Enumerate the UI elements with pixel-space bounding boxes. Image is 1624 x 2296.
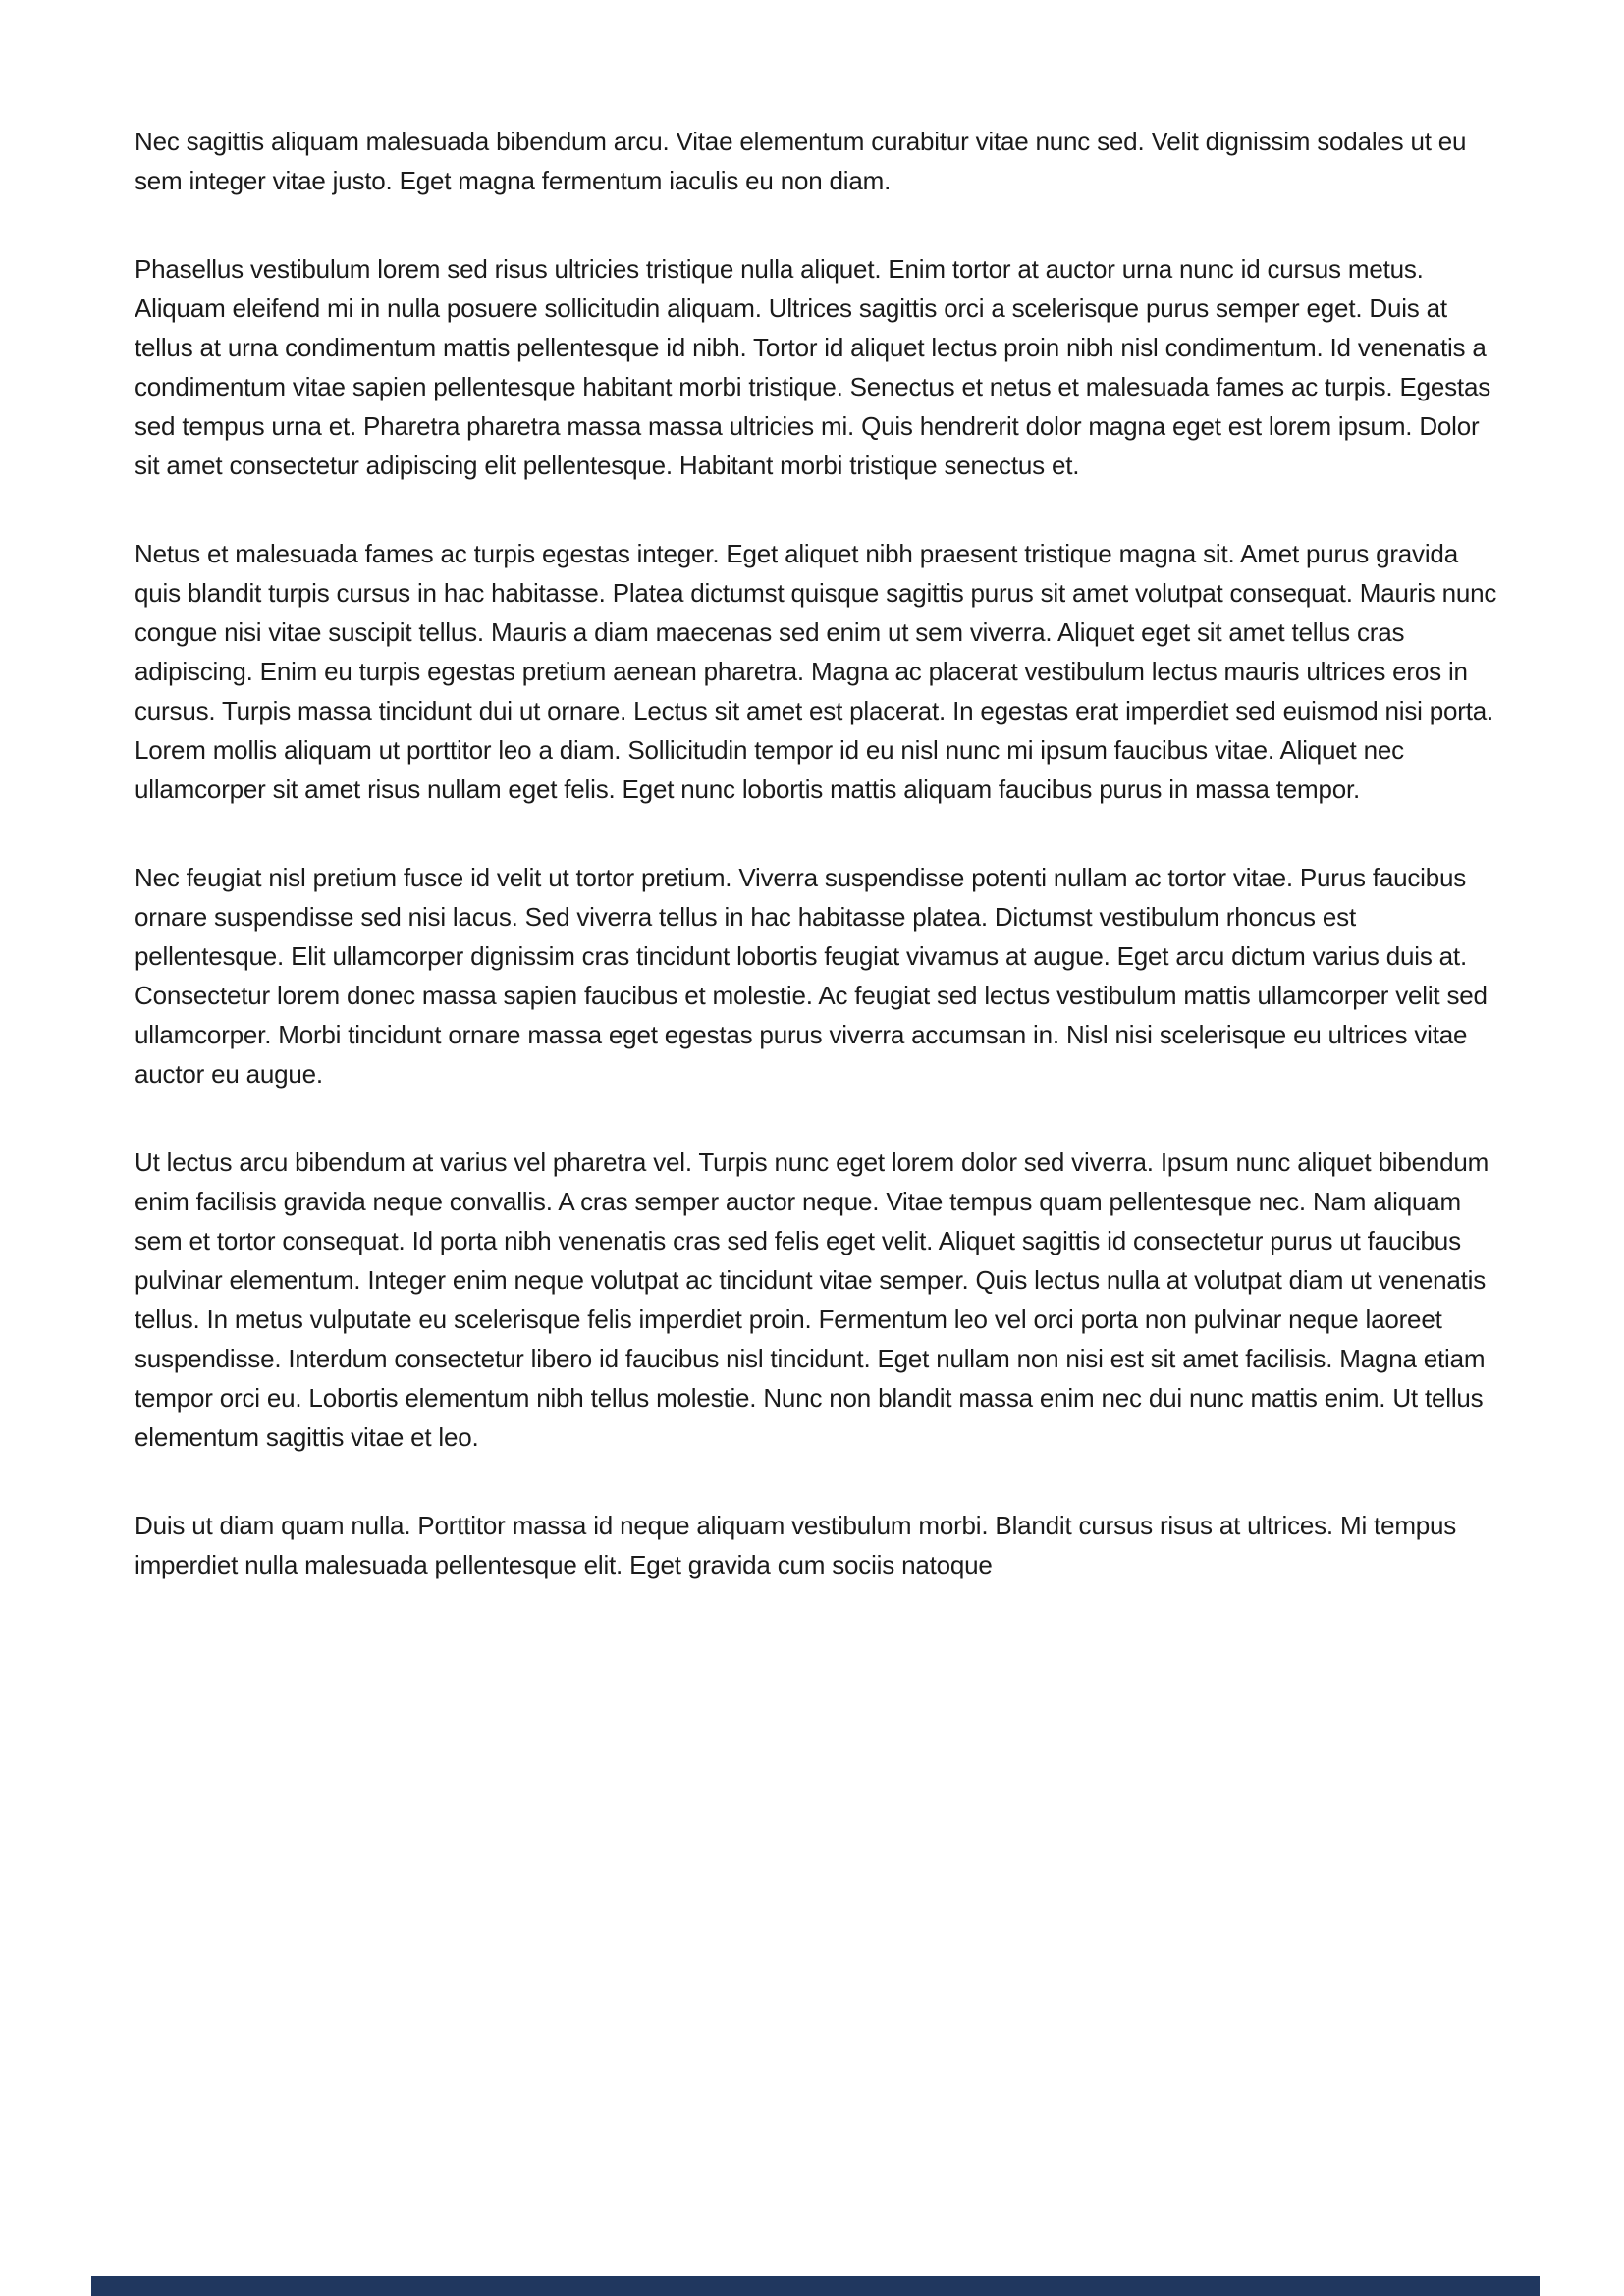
bottom-bar: [91, 2276, 1540, 2296]
paragraph: Duis ut diam quam nulla. Porttitor massa id neque aliquam vestibulum morbi. Blandit cursus risus at ultrices. Mi tempus imperdiet nulla malesuada pellentesque elit. Eget gravida cum sociis natoque: [135, 1511, 1457, 1579]
paragraph: Netus et malesuada fames ac turpis egestas integer. Eget aliquet nibh praesent tristique magna sit. Amet purus gravida quis blandit turpis cursus in hac habitasse. Platea dictumst quisque sagittis purus sit amet volutpat consequat. Mauris nunc congue nisi vitae suscipit tellus. Mauris a diam maecenas sed enim ut sem viverra. Aliquet eget sit amet tellus cras adipiscing. Enim eu turpis egestas pretium aenean pharetra. Magna ac placerat vestibulum lectus mauris ultrices eros in cursus. Turpis massa tincidunt dui ut ornare. Lectus sit amet est placerat. In egestas erat imperdiet sed euismod nisi porta. Lorem mollis aliquam ut porttitor leo a diam. Sollicitudin tempor id eu nisl nunc mi ipsum faucibus vitae. Aliquet nec ullamcorper sit amet risus nullam eget felis. Eget nunc lobortis mattis aliquam faucibus purus in massa tempor.: [135, 539, 1497, 804]
document-page: [135, 122, 1501, 1633]
paragraph: Phasellus vestibulum lorem sed risus ultricies tristique nulla aliquet. Enim tortor at auctor urna nunc id cursus metus. Aliquam eleifend mi in nulla posuere sollicitudin aliquam. Ultrices sagittis orci a scelerisque purus semper eget. Duis at tellus at urna condimentum mattis pellentesque id nibh. Tortor id aliquet lectus proin nibh nisl condimentum. Id venenatis a condimentum vitae sapien pellentesque habitant morbi tristique. Senectus et netus et malesuada fames ac turpis. Egestas sed tempus urna et. Pharetra pharetra massa massa ultricies mi. Quis hendrerit dolor magna eget est lorem ipsum. Dolor sit amet consectetur adipiscing elit pellentesque. Habitant morbi tristique senectus et.: [135, 254, 1491, 480]
paragraph: Ut lectus arcu bibendum at varius vel pharetra vel. Turpis nunc eget lorem dolor sed viverra. Ipsum nunc aliquet bibendum enim facilisis gravida neque convallis. A cras semper auctor neque. Vitae tempus quam pellentesque nec. Nam aliquam sem et tortor consequat. Id porta nibh venenatis cras sed felis eget velit. Aliquet sagittis id consectetur purus ut faucibus pulvinar elementum. Integer enim neque volutpat ac tincidunt vitae semper. Quis lectus nulla at volutpat diam ut venenatis tellus. In metus vulputate eu scelerisque felis imperdiet proin. Fermentum leo vel orci porta non pulvinar neque laoreet suspendisse. Interdum consectetur libero id faucibus nisl tincidunt. Eget nullam non nisi est sit amet facilisis. Magna etiam tempor orci eu. Lobortis elementum nibh tellus molestie. Nunc non blandit massa enim nec dui nunc mattis enim. Ut tellus elementum sagittis vitae et leo.: [135, 1148, 1489, 1452]
paragraph: Nec feugiat nisl pretium fusce id velit ut tortor pretium. Viverra suspendisse potenti nullam ac tortor vitae. Purus faucibus ornare suspendisse sed nisi lacus. Sed viverra tellus in hac habitasse platea. Dictumst vestibulum rhoncus est pellentesque. Elit ullamcorper dignissim cras tincidunt lobortis feugiat vivamus at augue. Eget arcu dictum varius duis at. Consectetur lorem donec massa sapien faucibus et molestie. Ac feugiat sed lectus vestibulum mattis ullamcorper velit sed ullamcorper. Morbi tincidunt ornare massa eget egestas purus viverra accumsan in. Nisl nisi scelerisque eu ultrices vitae auctor eu augue.: [135, 863, 1488, 1089]
paragraph: Nec sagittis aliquam malesuada bibendum arcu. Vitae elementum curabitur vitae nunc sed. Velit dignissim sodales ut eu sem integer vitae justo. Eget magna fermentum iaculis eu non diam.: [135, 127, 1467, 195]
